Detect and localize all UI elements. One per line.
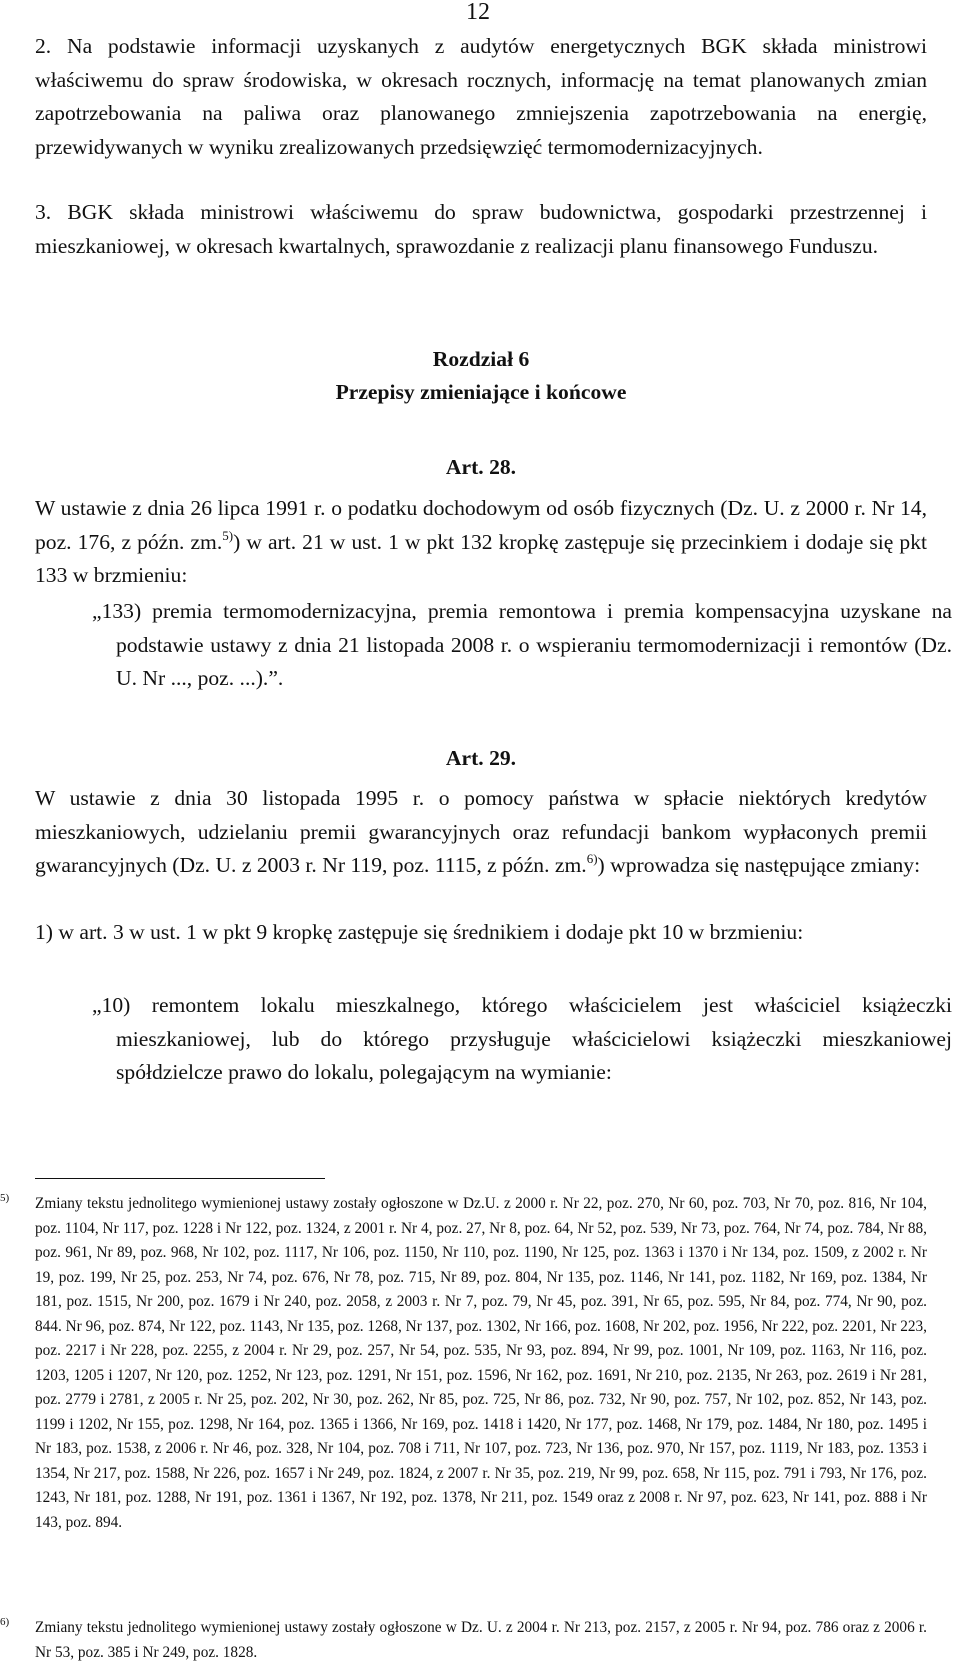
footnote-ref-5[interactable]: 5) — [222, 527, 234, 543]
art-28-quote: „133) premia termomodernizacyjna, premia remontowa i premia kompensacyjna uzyskane na podstawie ustawy z dnia 21 listopada 2008 r. o wspieraniu termomodernizacji i remontów (Dz. U. Nr ..., poz. ...).”. — [92, 599, 952, 690]
footnote-5-mark: 5) — [0, 1192, 10, 1204]
art-29-text-a: W ustawie z dnia 30 listopada 1995 r. o pomocy państwa w spłacie niektórych kredytów mieszkaniowych, udzielaniu premii gwarancyjnych oraz refundacji bankom wypłaconych premii gwarancyjnych (Dz. U. z 2003 r. Nr 119, poz. 1115, z późn. zm. — [35, 786, 927, 877]
art-29-text-b: ) wprowadza się następujące zmiany: — [597, 853, 921, 877]
art-28-text-a: W ustawie z dnia 26 lipca 1991 r. o podatku dochodowym od osób fizycznych (Dz. U. z 2000 r. Nr 14, poz. 176, z późn. zm. — [35, 496, 927, 554]
chapter-title: Rozdział 6 — [432, 347, 530, 371]
footnote-6 — [0, 1616, 927, 1665]
paragraph-2: 2. Na podstawie informacji uzyskanych z audytów energetycznych BGK składa ministrowi właściwemu do spraw środowiska, w okresach rocznych, informację na temat planowanych zmian zapotrzebowania na paliwa oraz planowanego zmniejszenia zapotrzebowania na energię, przewidywanych w wyniku zrealizowanych przedsięwzięć termomodernizacyjnych. — [35, 34, 927, 159]
art-29-item-1-text: 1) w art. 3 w ust. 1 w pkt 9 kropkę zastępuje się średnikiem i dodaje pkt 10 w brzmieniu: — [35, 920, 804, 944]
footnote-6-text: Zmiany tekstu jednolitego wymienionej ustawy zostały ogłoszone w Dz. U. z 2004 r. Nr 213, poz. 2157, z 2005 r. Nr 94, poz. 786 oraz z 2006 r. Nr 53, poz. 385 i Nr 249, poz. 1828. — [35, 1619, 927, 1661]
art-29-quote: „10) remontem lokalu mieszkalnego, którego właścicielem jest właściciel książeczki mieszkaniowej, lub do którego przysługuje właścicielowi książeczki mieszkaniowej spółdzielcze prawo do lokalu, polegającym na wymianie: — [92, 993, 952, 1084]
page-number: 12 — [466, 0, 490, 25]
art-29-item-1 — [35, 916, 927, 950]
footnote-5-text: Zmiany tekstu jednolitego wymienionej ustawy zostały ogłoszone w Dz.U. z 2000 r. Nr 22, poz. 270, Nr 60, poz. 703, Nr 70, poz. 816, Nr 104, poz. 1104, Nr 117, poz. 1228 i Nr 122, poz. 1324, z 2001 r. Nr 4, poz. 27, Nr 8, poz. 64, Nr 52, poz. 539, Nr 73, poz. 764, Nr 74, poz. 784, Nr 88, poz. 961, Nr 89, poz. 968, Nr 102, poz. 1117, Nr 106, poz. 1150, Nr 110, poz. 1190, Nr 125, poz. 1363 i 1370 i Nr 134, poz. 1509, z 2002 r. Nr 19, poz. 199, Nr 25, poz. 253, Nr 74, poz. 676, Nr 78, poz. 715, Nr 89, poz. 804, Nr 135, poz. 1146, Nr 141, poz. 1182, Nr 169, poz. 1384, Nr 181, poz. 1515, Nr 200, poz. 1679 i Nr 240, poz. 2058, z 2003 r. Nr 7, poz. 79, Nr 45, poz. 391, Nr 65, poz. 595, Nr 84, poz. 774, Nr 90, poz. 844. Nr 96, poz. 874, Nr 122, poz. 1143, Nr 135, poz. 1268, Nr 137, poz. 1302, Nr 166, poz. 1608, Nr 202, poz. 1956, Nr 222, poz. 2201, Nr 223, poz. 2217 i Nr 228, poz. 2255, z 2004 r. Nr 29, poz. 257, Nr 54, poz. 535, Nr 93, poz. 894, Nr 99, poz. 1001, Nr 109, poz. 1163, Nr 116, poz. 1203, 1205 i 1207, Nr 120, poz. 1252, Nr 123, poz. 1291, Nr 151, poz. 1596, Nr 162, poz. 1691, Nr 210, poz. 2135, Nr 263, poz. 2619 i Nr 281, poz. 2779 i 2781, z 2005 r. Nr 25, poz. 202, Nr 30, poz. 262, Nr 85, poz. 725, Nr 86, poz. 732, Nr 90, poz. 757, Nr 102, poz. 852, Nr 143, poz. 1199 i 1202, Nr 155, poz. 1298, Nr 164, poz. 1365 i 1366, Nr 169, poz. 1418 i 1420, Nr 177, poz. 1468, Nr 179, poz. 1484, Nr 180, poz. 1495 i Nr 183, poz. 1538, z 2006 r. Nr 46, poz. 328, Nr 104, poz. 708 i 711, Nr 107, poz. 723, Nr 136, poz. 970, Nr 157, poz. 1119, Nr 183, poz. 1353 i 1354, Nr 217, poz. 1588, Nr 226, poz. 1657 i Nr 249, poz. 1824, z 2007 r. Nr 35, poz. 219, Nr 99, poz. 658, Nr 115, poz. 791 i 793, Nr 176, poz. 1243, Nr 181, poz. 1288, Nr 191, poz. 1361 i 1367, Nr 192, poz. 1378, Nr 211, poz. 1549 oraz z 2008 r. Nr 97, poz. 623, Nr 141, poz. 888 i Nr 143, poz. 894. — [35, 1195, 927, 1531]
art-28-heading: Art. 28. — [445, 455, 517, 479]
art-29-heading: Art. 29. — [445, 746, 517, 770]
paragraph-3: 3. BGK składa ministrowi właściwemu do spraw budownictwa, gospodarki przestrzennej i mieszkaniowej, w okresach kwartalnych, sprawozdanie z realizacji planu finansowego Funduszu. — [35, 200, 927, 258]
footnote-6-mark: 6) — [0, 1616, 10, 1628]
footnote-ref-6[interactable]: 6) — [586, 851, 598, 866]
art-28-text-b: ) w art. 21 w ust. 1 w pkt 132 kropkę zastępuje się przecinkiem i dodaje się pkt 133 w brzmieniu: — [35, 529, 928, 587]
footnote-5 — [0, 1192, 927, 1535]
footnote-separator — [35, 1178, 325, 1179]
art-28-text — [35, 492, 927, 593]
art-29-text — [35, 782, 927, 883]
chapter-subtitle: Przepisy zmieniające i końcowe — [335, 380, 627, 404]
